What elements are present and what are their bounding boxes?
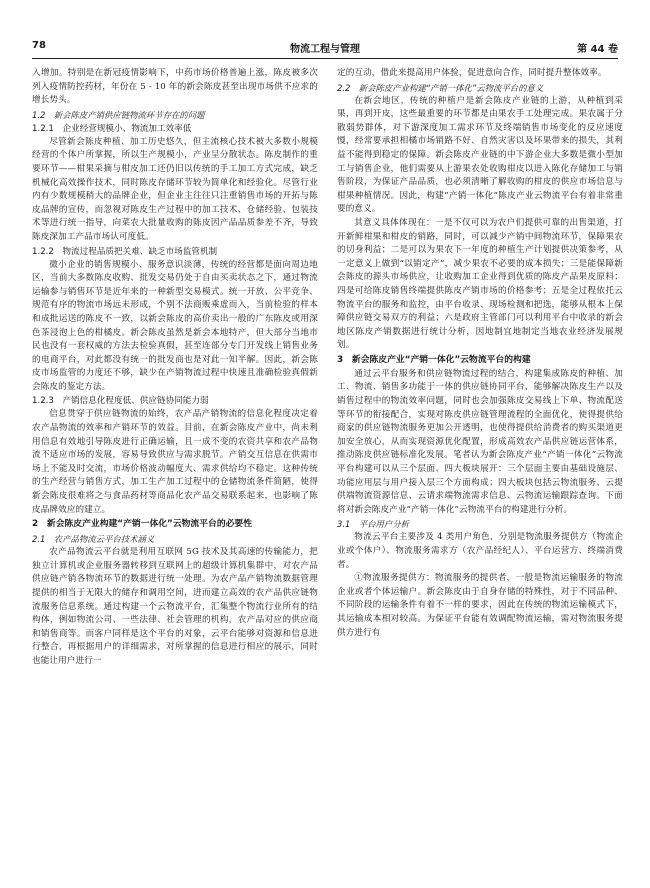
paragraph-continued: 入增加。特别是在新冠疫情影响下，中药市场价格普遍上涨，陈皮被多次列入疫情防控药材，年份在 5 - 10 年的新会陈皮甚至出现市场供不应求的增长势头。: [32, 68, 318, 106]
paragraph: 微小企业的销售规模小、服务意识淡薄，传统的经营都是面向周边地区，当前大多数陈皮收购、批发交易仍处于自由买卖状态之下，通过物流运输参与销售环节是近年来的一种新型交易模式。统一开放、公平竞争、规范有序的物流市场远未形成，个别不法商贩乘虚而入，当前检验的样本和成批运送的陈皮不一致，以新会陈皮的高价卖出一般的广东陈皮或用深色茶浸泡上色的柑橘皮。新会陈皮虽然是新会本地特产，但大部分当地市民也没有一套权威的方法去检验真假，甚至连部分专门开发线上销售业务的电商平台，对此都没有统一的批发商也是对此一知半解。因此，新会陈皮市场监管的力度还不够，缺少在产销物流过程中快速且准确检验真假新会陈皮的鉴定方法。: [32, 259, 318, 392]
paragraph: ①物流服务提供方：物流服务的提供者，一般是物流运输服务的物流企业或者个体运输户。新会陈皮由于自身存储的特殊性，对于不同品种、不同阶段的运输条件有着不一样的要求，因此在传统的物流运输模式下，其运输成本相对较高。为保证平台能有效调配物流运输，需对物流服务提供方进行有: [337, 573, 623, 638]
section-heading: 3 新会陈皮产业“产销一体化”云物流平台的构建: [337, 354, 531, 365]
paragraph: 在新会地区，传统的种植户是新会陈皮产业链的上游，从种植到采果，再到开皮，这些最重要的环节都是由果农手工处理完成。果农属于分散弱势群体，对下游深度加工需求环节及终端销售市场变化的反应速度慢，经常要承担相橘市场销路不好、自然灾害以及坏果带来的损失，其利益不能得到稳定的保障。新会陈皮产业链的中下游企业大多数是微小型加工与销售企业，他们需要从上游果农处收购柑皮以进入陈化存储加工与销售阶段，为保证产品品质，也必须清晰了解收购的柑皮的供应市场信息与柑果种植情况。因此，构建“产销一体化”陈皮产业云物流平台有着非常重要的意义。: [337, 95, 623, 215]
page-header: [32, 40, 618, 54]
subsection-heading: 2.1 农产品物流云平台技术涵义: [32, 534, 155, 545]
section-heading: 2 新会陈皮产业构建“产销一体化”云物流平台的必要性: [32, 519, 253, 530]
subsection-heading: 2.2 新会陈皮产业构建“产销一体化”云物流平台的意义: [337, 82, 544, 93]
paragraph: 物流云平台主要涉及 4 类用户角色，分别是物流服务提供方（物流企业或个体户）、物流服务需求方（农产品经纪人）、平台运营方、终端消费者。: [337, 532, 623, 570]
paragraph: 信息贯穿于供应链物流的始终，农产品产销物流的信息化程度决定着农产品物流的效率和产销环节的效益。目前，在新会陈皮产业中，尚未利用信息有效地引导陈皮进行正确运输，且一成不变的农资共享和农产品物流不适应市场的发展，容易导致供应与需求脱节。产销交互信息在供需市场上不能及时交流，市场价格波动幅度大、需求供给均不稳定。这种传统的生产经营与销售方式，加工生产加工过程中的仓储物流条件简陋，使得新会陈皮很难将之与食品药材等商品化农产品交易联系起来，也影响了陈皮品牌效应的建立。: [32, 409, 318, 515]
paragraph: 其意义具体体现在：一是不仅可以为农户们提供可靠的出售渠道，打开新鲜柑果和柑皮的销路，同时，可以减少产销中间物流环节，保障果农的切身利益；二是可以为果农下一年度的种植生产计划提供决策参考，从一定意义上做到“以销定产”，减少果农不必要的成本损失；三是能保障新会陈皮的源头市场供应，让收购加工企业得到优质的陈皮产品果皮原料；四是可给陈皮销售终端提供陈皮产销市场的价格参考；五是全过程依托云物流平台的服务和监控，由平台收录、现场检测和把选，能够从根本上保障供应链交易双方的利益；六是政府主管部门可以利用平台中收录的新会地区陈皮产销数据进行统计分析，因地制宜地制定当地农业经济发展规划。: [337, 217, 623, 351]
paragraph: 通过云平台服务和供应链物流过程的结合，构建集成陈皮的种植、加工、物流、销售多功能于一体的供应链协同平台，能够解决陈皮生产以及销售过程中的物流效率问题，同时也会加强陈皮交易线上下单、物流配送等环节的衔接配合，实现对陈皮供应链管理流程的全面优化，使得提供给商家的供应链物流服务更加公开透明，也使得提供给消费者的购买渠道更加安全放心，从而实现资源优化配置，形成高效农产品供应链运营体系，推动陈皮供应链标准化发展。笔者认为新会陈皮产业“产销一体化”云物流平台构建可以从三个层面、四大板块展开：三个层面主要由基础设施层、功能应用层与用户接入层三个方面构成；四大板块包括云物流服务、云提供端物流资源信息、云请求端物流需求信息、云物流运输跟踪查询。下面将对新会陈皮产业“产销一体化”云物流平台的构建进行分析。: [337, 368, 623, 515]
header-rule: [32, 58, 618, 59]
paragraph-continued: 定的互动，借此来提高用户体验，促进意向合作，同时提升整体效率。: [337, 68, 607, 78]
subsubsection-heading: 1.2.2 物流过程品质把关难、缺乏市场监管机制: [32, 246, 218, 257]
subsubsection-heading: 1.2.3 产销信息化程度低、供应链协同能力弱: [32, 396, 209, 407]
subsubsection-heading: 1.2.1 企业经营规模小、物流加工效率低: [32, 123, 192, 134]
paragraph: 尽管新会陈皮种植、加工历史悠久，但主流核心技术被大多数小规模经营的个体户所掌握，所以生产规模小，产业呈分散状态。陈皮制作的重要环节——柑果采摘与柑皮加工还仍旧以传统的手工加工方式完成，缺乏机械化高效操作技术，同时陈皮存储环节较为简单化和经验化。尽管行业内有少数规模稍大的品牌企业，但企业主往往只注重销售市场的开拓与陈皮品牌的宣传，而忽视对陈皮生产过程中的加工技术、仓储经验、包装技术等进行统一指导，向菜农大批量收购的陈皮因产品品质参差不齐，导致陈皮深加工产品市场认可度低。: [32, 136, 318, 242]
subsection-heading: 3.1 平台用户分析: [337, 519, 409, 530]
right-column: [337, 67, 623, 640]
page-number: 78: [32, 40, 46, 51]
subsection-heading: 1.2 新会陈皮产销供应链物流环节存在的问题: [32, 109, 205, 120]
paragraph: 农产品物流云平台就是利用互联网 5G 技术及其高速的传输能力，把独立计算机或企业服务器转移到互联网上的超级计算机集群中，对农产品供应链产销各物流环节的数据进行统一处理。为农产品产销物流数据管理提供的相当于无限大的储存和调用空间，进而建立高效的农产品供应链物流服务信息系统。通过构建一个云物流平台，汇集整个物流行业所有的结构体，例如物流公司、一些法律、社会管理的机构，农产品对应的供应商和销售商等。而客户同样是这个平台的对象，云平台能够对资源和信息进行整合，再根据用户的详细需求，对所掌握的信息进行相应的展示，同时也能让用户进行一: [32, 547, 318, 666]
left-column: [32, 67, 318, 669]
volume-label: 第 44 卷: [577, 44, 618, 55]
journal-name: 物流工程与管理: [290, 44, 360, 55]
